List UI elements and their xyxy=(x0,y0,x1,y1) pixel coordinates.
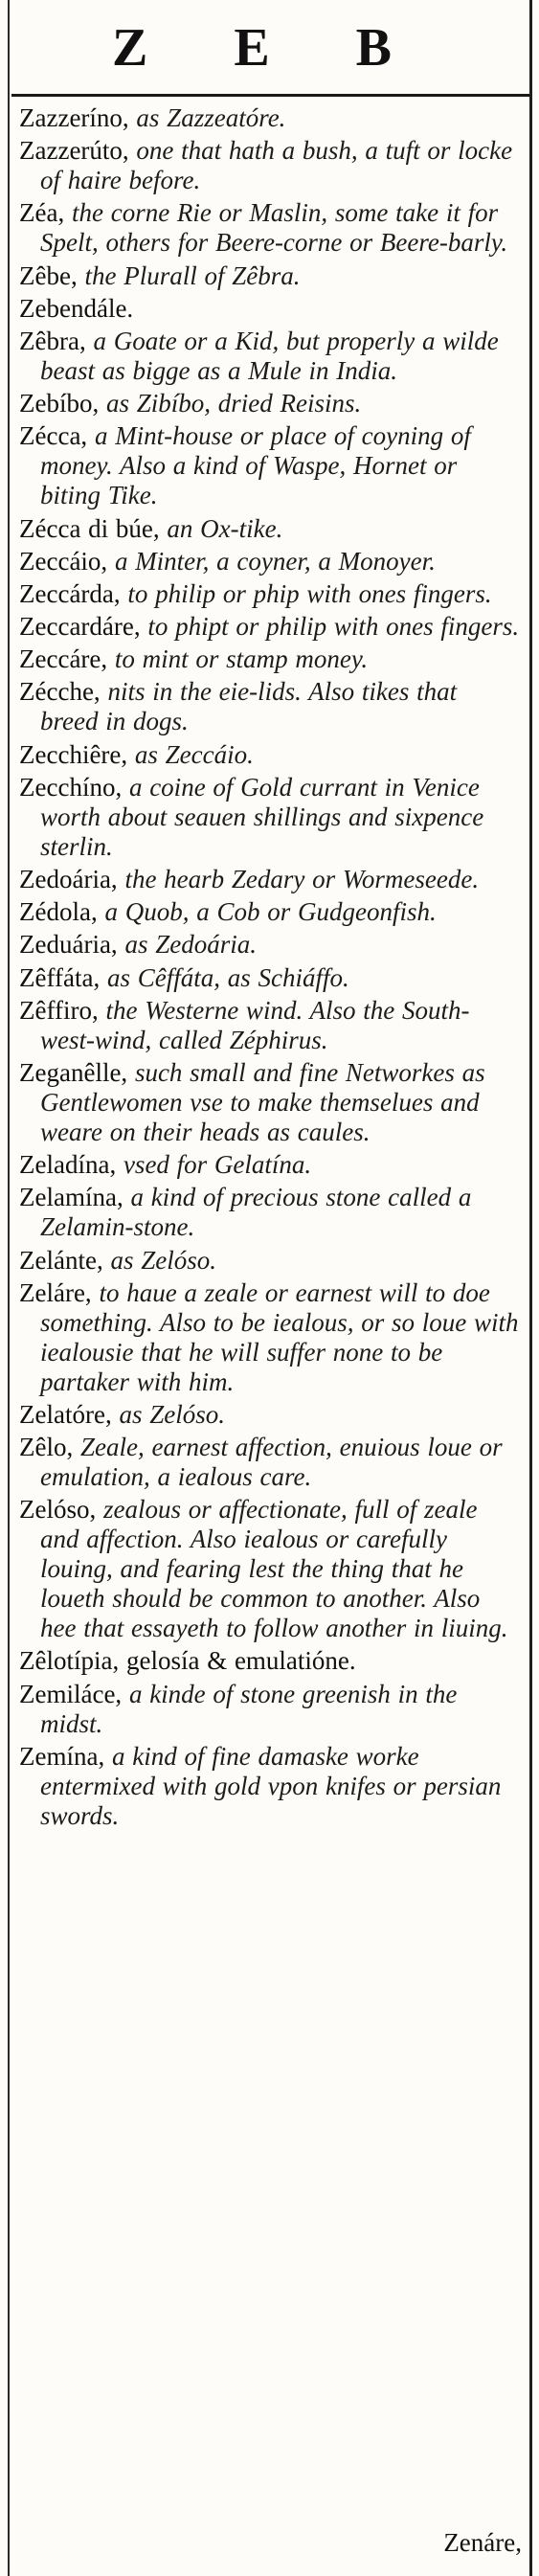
entry-headword: Zeduária, xyxy=(19,930,118,960)
entry-headword: Zécche, xyxy=(19,677,101,707)
entry-headword: Zéa, xyxy=(19,198,65,228)
dictionary-entry xyxy=(19,1150,522,1180)
entry-definition: the Plurall of Zêbra. xyxy=(77,260,301,290)
entry-definition: a kind of precious stone called a Zelamin-stone. xyxy=(40,1183,472,1242)
entry-headword: Zêffáta, xyxy=(19,962,101,992)
entry-definition: zealous or affectionate, full of zeale and affection. Also iealous or carefully louing, and fearing lest the thing that he loueth should be common to another. Also hee that essayeth to follow another in liuing. xyxy=(40,1495,508,1643)
entry-definition: such small and fine Networkes as Gentlewomen vse to make themselues and weare on their heads as caules. xyxy=(40,1057,485,1146)
left-margin-rule xyxy=(8,0,10,2576)
entry-definition: to haue a zeale or earnest will to doe something. Also to be iealous, or so loue with iealousie that he will suffer none to be partaker with him. xyxy=(40,1277,519,1396)
dictionary-entry xyxy=(19,740,522,770)
dictionary-entry xyxy=(19,897,522,927)
dictionary-entry xyxy=(19,1183,522,1242)
entry-definition: a kinde of stone greenish in the midst. xyxy=(40,1679,458,1738)
entry-headword: Zedoária, xyxy=(19,865,118,893)
dictionary-entry xyxy=(19,930,522,960)
entry-definition: an Ox-tike. xyxy=(159,513,283,543)
dictionary-entry xyxy=(19,1278,522,1397)
dictionary-entry xyxy=(19,677,522,736)
entry-headword: Zemiláce, xyxy=(19,1679,123,1708)
entry-definition: nits in the eie-lids. Also tikes that breed in dogs. xyxy=(40,677,458,736)
entry-definition: the corne Rie or Maslin, some take it for Spelt, others for Beere-corne or Beere-barly. xyxy=(40,198,508,258)
entry-definition: vsed for Gelatína. xyxy=(116,1150,312,1180)
dictionary-entry xyxy=(19,1680,522,1739)
entry-definition: as Zelóso. xyxy=(111,1399,225,1429)
entry-headword: Zelamína, xyxy=(19,1183,124,1212)
entry-headword: Zecchiêre, xyxy=(19,739,128,769)
entry-definition: the Westerne wind. Also the South-west-wind, called Zéphirus. xyxy=(40,995,470,1054)
dictionary-entry xyxy=(19,865,522,894)
entry-headword: Zemína, xyxy=(19,1741,105,1771)
entry-headword: Zelóso, xyxy=(19,1495,97,1525)
dictionary-entry xyxy=(19,644,522,674)
entry-definition: as Zedoária. xyxy=(117,930,257,960)
entry-headword: Zeccárda, xyxy=(19,578,121,608)
entry-headword: Zeganêlle, xyxy=(19,1057,128,1087)
dictionary-entry xyxy=(19,963,522,993)
entry-definition: a Minter, a coyner, a Monoyer. xyxy=(107,546,436,576)
entry-definition: as Zibíbo, dried Reisins. xyxy=(99,389,362,418)
dictionary-entry xyxy=(19,514,522,544)
dictionary-entry xyxy=(19,261,522,291)
entry-headword: Zazzeríno, xyxy=(19,103,129,132)
entry-headword: Zebíbo, xyxy=(19,389,100,418)
dictionary-entry xyxy=(19,421,522,510)
dictionary-entry xyxy=(19,294,522,324)
entry-headword: Zêffiro, xyxy=(19,995,99,1025)
dictionary-entry xyxy=(19,579,522,609)
entry-headword: Zebendále. xyxy=(19,293,134,323)
entry-headword: Zeccardáre, xyxy=(19,612,141,642)
dictionary-entry xyxy=(19,773,522,862)
entry-headword: Zelatóre, xyxy=(19,1399,112,1429)
dictionary-entry xyxy=(19,327,522,386)
entry-definition: Zeale, earnest affection, enuious loue or emulation, a iealous care. xyxy=(40,1433,503,1492)
dictionary-entry xyxy=(19,136,522,195)
dictionary-entry xyxy=(19,1742,522,1831)
entry-headword: Zédola, xyxy=(19,897,98,927)
entry-headword: Zêlotípia, gelosía & emulatióne. xyxy=(19,1646,356,1676)
entry-definition: one that hath a bush, a tuft or locke of haire before. xyxy=(40,136,513,195)
entry-headword: Zelánte, xyxy=(19,1245,103,1275)
entry-headword: Zecchíno, xyxy=(19,772,123,802)
entry-headword: Zêlo, xyxy=(19,1433,74,1462)
entry-definition: a Mint-house or place of coyning of money. Also a kind of Waspe, Hornet or biting Tike. xyxy=(40,421,471,510)
entry-definition: as Zazzeatóre. xyxy=(128,103,286,132)
catchword: Zenáre, xyxy=(443,2528,522,2557)
entry-list xyxy=(19,103,522,1834)
entry-definition: as Cêffáta, as Schiáffo. xyxy=(100,962,349,992)
dictionary-entry xyxy=(19,198,522,258)
dictionary-entry xyxy=(19,1433,522,1492)
dictionary-entry xyxy=(19,612,522,642)
entry-headword: Zeláre, xyxy=(19,1277,92,1307)
dictionary-entry xyxy=(19,1646,522,1676)
dictionary-entry xyxy=(19,1246,522,1276)
entry-headword: Zêbra, xyxy=(19,326,86,355)
entry-definition: the hearb Zedary or Wormeseede. xyxy=(117,865,480,893)
entry-definition: as Zelóso. xyxy=(102,1245,216,1275)
entry-headword: Zazzerúto, xyxy=(19,136,129,166)
dictionary-entry xyxy=(19,547,522,576)
header-divider xyxy=(11,94,529,97)
page-header: Z E B xyxy=(111,18,429,78)
entry-definition: a Quob, a Cob or Gudgeonfish. xyxy=(97,897,437,927)
entry-definition: a kind of fine damaske worke entermixed with gold vpon knifes or persian swords. xyxy=(40,1741,502,1830)
dictionary-entry xyxy=(19,1400,522,1430)
entry-headword: Zeccáio, xyxy=(19,546,108,576)
dictionary-entry xyxy=(19,389,522,418)
entry-definition: a Goate or a Kid, but properly a wilde beast as bigge as a Mule in India. xyxy=(40,326,499,385)
entry-headword: Zécca, xyxy=(19,421,88,451)
entry-headword: Zeladína, xyxy=(19,1150,117,1180)
right-margin-rule xyxy=(529,0,532,2576)
entry-definition: a coine of Gold currant in Venice worth about seauen shillings and sixpence sterlin. xyxy=(40,772,484,861)
entry-definition: to mint or stamp money. xyxy=(107,644,369,674)
entry-headword: Zêbe, xyxy=(19,260,78,290)
entry-definition: as Zeccáio. xyxy=(127,739,254,769)
dictionary-entry xyxy=(19,1058,522,1147)
dictionary-entry xyxy=(19,103,522,133)
entry-headword: Zécca di búe, xyxy=(19,513,160,543)
dictionary-entry xyxy=(19,996,522,1055)
dictionary-entry xyxy=(19,1495,522,1643)
entry-definition: to phipt or philip with ones fingers. xyxy=(140,612,520,642)
entry-definition: to philip or phip with ones fingers. xyxy=(120,578,492,608)
entry-headword: Zeccáre, xyxy=(19,644,108,674)
